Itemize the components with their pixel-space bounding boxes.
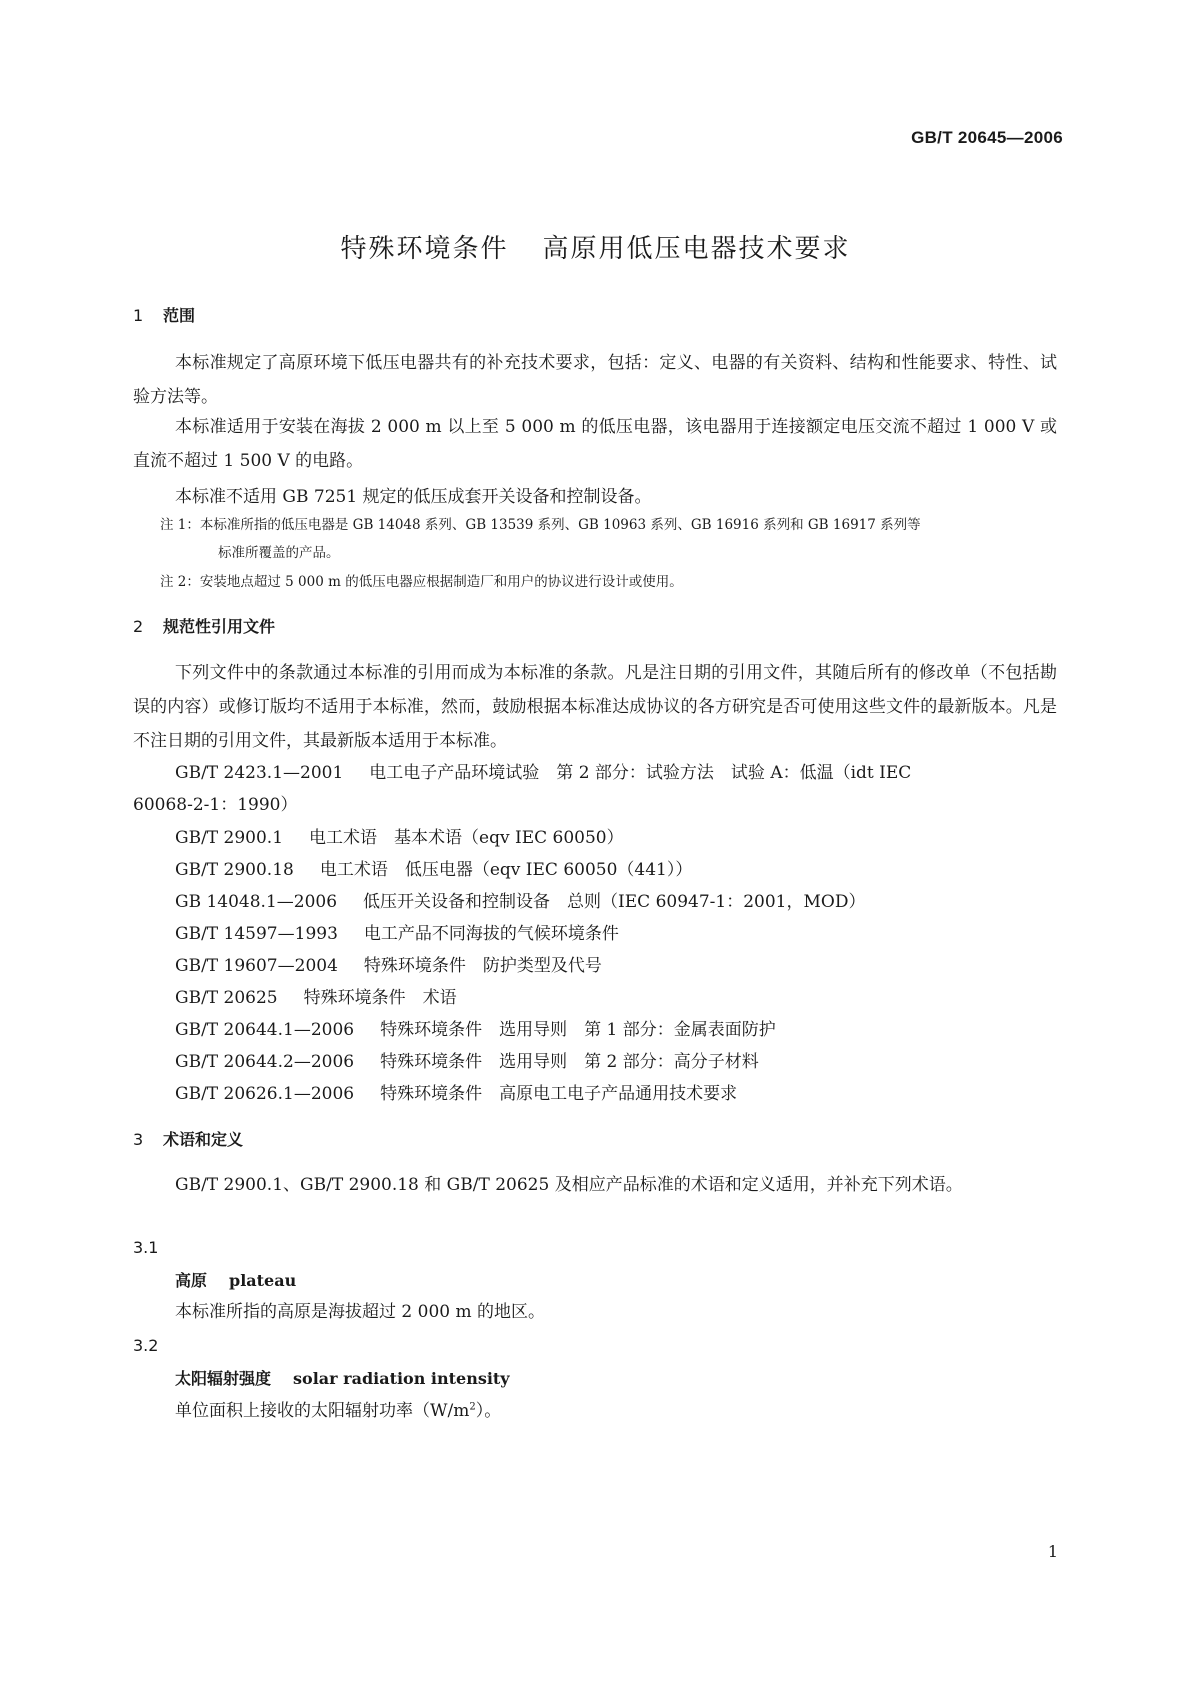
definition-end: ）。 (475, 1401, 502, 1421)
standard-number: GB/T 20645—2006 (911, 128, 1063, 147)
term-heading (175, 1268, 296, 1291)
reference-code: GB/T 20644.1—2006 (175, 1020, 355, 1040)
term-heading (175, 1366, 510, 1389)
section-3-heading (133, 1127, 243, 1150)
reference-item (175, 1079, 737, 1104)
note-1-continued: 标准所覆盖的产品。 (218, 545, 340, 561)
reference-code: GB/T 14597—1993 (175, 924, 338, 944)
definition-text: 单位面积上接收的太阳辐射功率（W/m (175, 1401, 470, 1421)
title-part-2: 高原用低压电器技术要求 (542, 234, 851, 264)
reference-title: 电工术语 基本术语（eqv IEC 60050） (309, 828, 624, 848)
reference-title: 低压开关设备和控制设备 总则（IEC 60947-1：2001，MOD） (363, 892, 866, 912)
note-2: 注 2：安装地点超过 5 000 m 的低压电器应根据制造厂和用户的协议进行设计或使用。 (160, 574, 683, 590)
term-en: plateau (229, 1271, 297, 1290)
term-number: 3.2 (133, 1336, 159, 1355)
reference-code: GB/T 20644.2—2006 (175, 1052, 355, 1072)
superscript: 2 (469, 1401, 476, 1413)
reference-item (175, 855, 692, 880)
note-1: 注 1：本标准所指的低压电器是 GB 14048 系列、GB 13539 系列、GB 10963 系列、GB 16916 系列和 GB 16917 系列等 (160, 517, 921, 533)
section-title: 规范性引用文件 (163, 617, 276, 636)
reference-title: 电工电子产品环境试验 第 2 部分：试验方法 试验 A：低温（idt IEC (369, 763, 912, 783)
section-number: 1 (133, 306, 144, 325)
title-part-1: 特殊环境条件 (340, 234, 509, 264)
scope-paragraph-2: 本标准适用于安装在海拔 2 000 m 以上至 5 000 m 的低压电器，该电器用于连接额定电压交流不超过 1 000 V 或直流不超过 1 500 V 的电路。 (133, 417, 1057, 471)
normative-intro-paragraph: 下列文件中的条款通过本标准的引用而成为本标准的条款。凡是注日期的引用文件，其随后所有的修改单（不包括勘误的内容）或修订版均不适用于本标准，然而，鼓励根据本标准达成协议的各方研究是否可使用这些文件的最新版本。凡是不注日期的引用文件，其最新版本适用于本标准。 (133, 663, 1057, 751)
section-number: 2 (133, 617, 144, 636)
reference-continued: 60068-2-1：1990） (133, 795, 298, 815)
page-number: 1 (1047, 1542, 1058, 1561)
reference-title: 特殊环境条件 选用导则 第 1 部分：金属表面防护 (380, 1020, 776, 1040)
term-definition (175, 1396, 501, 1421)
scope-paragraph-3: 本标准不适用 GB 7251 规定的低压成套开关设备和控制设备。 (175, 487, 652, 507)
term-number: 3.1 (133, 1238, 159, 1257)
reference-title: 电工产品不同海拔的气候环境条件 (363, 924, 619, 944)
reference-code: GB/T 20625 (175, 988, 278, 1008)
term-en: solar radiation intensity (293, 1369, 510, 1388)
reference-item (175, 919, 619, 944)
reference-code: GB/T 2900.1 (175, 828, 284, 848)
section-number: 3 (133, 1130, 144, 1149)
reference-code: GB/T 2423.1—2001 (175, 763, 344, 783)
reference-item (175, 1047, 759, 1072)
reference-code: GB 14048.1—2006 (175, 892, 338, 912)
term-zh: 高原 (175, 1271, 208, 1290)
terms-intro-paragraph: GB/T 2900.1、GB/T 2900.18 和 GB/T 20625 及相应产品标准的术语和定义适用，并补充下列术语。 (175, 1175, 963, 1195)
reference-title: 电工术语 低压电器（eqv IEC 60050（441）） (319, 860, 693, 880)
reference-item (175, 951, 602, 976)
reference-code: GB/T 19607—2004 (175, 956, 338, 976)
reference-item (175, 1015, 776, 1040)
reference-code: GB/T 20626.1—2006 (175, 1084, 355, 1104)
section-2-heading (133, 614, 275, 637)
reference-title: 特殊环境条件 术语 (303, 988, 457, 1008)
document-title (0, 228, 1191, 265)
section-title: 范围 (163, 306, 196, 325)
section-1-heading (133, 303, 195, 326)
reference-item (175, 983, 457, 1008)
scope-paragraph-1: 本标准规定了高原环境下低压电器共有的补充技术要求，包括：定义、电器的有关资料、结构和性能要求、特性、试验方法等。 (133, 353, 1057, 407)
reference-code: GB/T 2900.18 (175, 860, 294, 880)
section-title: 术语和定义 (163, 1130, 244, 1149)
reference-item (175, 758, 911, 783)
reference-item (175, 887, 865, 912)
term-zh: 太阳辐射强度 (175, 1369, 272, 1388)
reference-title: 特殊环境条件 选用导则 第 2 部分：高分子材料 (380, 1052, 759, 1072)
term-definition: 本标准所指的高原是海拔超过 2 000 m 的地区。 (175, 1302, 545, 1322)
reference-title: 特殊环境条件 防护类型及代号 (363, 956, 602, 976)
reference-item (175, 823, 624, 848)
reference-title: 特殊环境条件 高原电工电子产品通用技术要求 (380, 1084, 738, 1104)
